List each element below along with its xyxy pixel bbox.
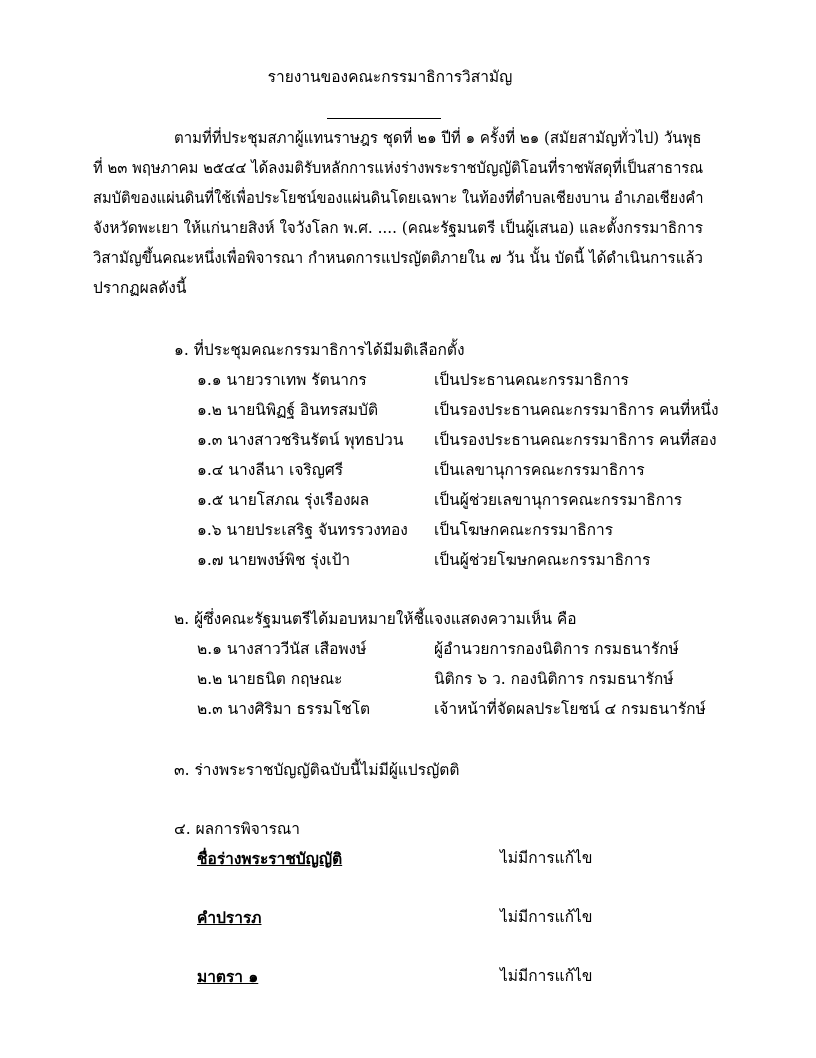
member-role: เป็นรองประธานคณะกรรมาธิการ คนที่สอง bbox=[434, 431, 717, 449]
intro-line-6: ปรากฏผลดังนี้ bbox=[93, 279, 187, 297]
section-2-heading: ๒. ผู้ซึ่งคณะรัฐมนตรีได้มอบหมายให้ชี้แจงแสดงความเห็น คือ bbox=[174, 610, 577, 628]
result-label: คำปรารภ bbox=[197, 908, 262, 927]
official-role: นิติกร ๖ ว. กองนิติการ กรมธนารักษ์ bbox=[434, 670, 674, 688]
result-label: มาตรา ๑ bbox=[197, 967, 259, 986]
official-role: ผู้อำนวยการกองนิติการ กรมธนารักษ์ bbox=[434, 640, 679, 658]
member-role: เป็นโฆษกคณะกรรมาธิการ bbox=[434, 521, 614, 539]
member-role: เป็นผู้ช่วยโฆษกคณะกรรมาธิการ bbox=[434, 551, 651, 569]
report-title: รายงานของคณะกรรมาธิการวิสามัญ bbox=[267, 68, 513, 86]
official-name: ๒.๓ นางศิริมา ธรรมโชโต bbox=[197, 700, 371, 718]
official-name: ๒.๑ นางสาววีนัส เสือพงษ์ bbox=[197, 640, 367, 658]
result-value: ไม่มีการแก้ไข bbox=[500, 967, 593, 985]
title-underline bbox=[327, 118, 441, 119]
result-value: ไม่มีการแก้ไข bbox=[500, 849, 593, 867]
member-name: ๑.๑ นายวราเทพ รัตนากร bbox=[197, 371, 367, 389]
member-name: ๑.๖ นายประเสริฐ จันทรรวงทอง bbox=[197, 521, 408, 539]
member-role: เป็นรองประธานคณะกรรมาธิการ คนที่หนึ่ง bbox=[434, 401, 719, 419]
official-role: เจ้าหน้าที่จัดผลประโยชน์ ๔ กรมธนารักษ์ bbox=[434, 700, 706, 718]
member-role: เป็นประธานคณะกรรมาธิการ bbox=[434, 371, 629, 389]
member-role: เป็นเลขานุการคณะกรรมาธิการ bbox=[434, 461, 645, 479]
result-label: ชื่อร่างพระราชบัญญัติ bbox=[197, 849, 343, 868]
intro-line-5: วิสามัญขึ้นคณะหนึ่งเพื่อพิจารณา กำหนดการแปรญัตติภายใน ๗ วัน นั้น บัดนี้ ได้ดำเนินการแล้ว bbox=[93, 249, 703, 267]
section-1-heading: ๑. ที่ประชุมคณะกรรมาธิการได้มีมติเลือกตั้ง bbox=[174, 341, 465, 359]
result-value: ไม่มีการแก้ไข bbox=[500, 908, 593, 926]
official-name: ๒.๒ นายธนิต กฤษณะ bbox=[197, 670, 343, 688]
member-name: ๑.๗ นายพงษ์พิช รุ่งเป้า bbox=[197, 551, 351, 569]
member-name: ๑.๓ นางสาวชรินรัตน์ พุทธปวน bbox=[197, 431, 404, 449]
intro-line-3: สมบัติของแผ่นดินที่ใช้เพื่อประโยชน์ของแผ่นดินโดยเฉพาะ ในท้องที่ตำบลเชียงบาน อำเภอเชียงคำ bbox=[93, 189, 704, 207]
intro-line-1: ตามที่ที่ประชุมสภาผู้แทนราษฎร ชุดที่ ๒๑ ปีที่ ๑ ครั้งที่ ๒๑ (สมัยสามัญทั่วไป) วันพุธ bbox=[174, 129, 702, 147]
intro-line-2: ที่ ๒๓ พฤษภาคม ๒๕๔๔ ได้ลงมติรับหลักการแห่งร่างพระราชบัญญัติโอนที่ราชพัสดุที่เป็นสาธารณ bbox=[93, 159, 704, 177]
section-4-heading: ๔. ผลการพิจารณา bbox=[174, 820, 300, 838]
intro-line-4: จังหวัดพะเยา ให้แก่นายสิงห์ ใจวังโลก พ.ศ. .... (คณะรัฐมนตรี เป็นผู้เสนอ) และตั้งกรรมาธิการ bbox=[93, 219, 704, 237]
member-name: ๑.๕ นายโสภณ รุ่งเรืองผล bbox=[197, 491, 370, 509]
member-name: ๑.๔ นางลีนา เจริญศรี bbox=[197, 461, 344, 479]
member-name: ๑.๒ นายนิพิฏฐ์ อินทรสมบัติ bbox=[197, 401, 379, 419]
section-3-heading: ๓. ร่างพระราชบัญญัติฉบับนี้ไม่มีผู้แปรญัตติ bbox=[174, 761, 460, 779]
member-role: เป็นผู้ช่วยเลขานุการคณะกรรมาธิการ bbox=[434, 491, 683, 509]
